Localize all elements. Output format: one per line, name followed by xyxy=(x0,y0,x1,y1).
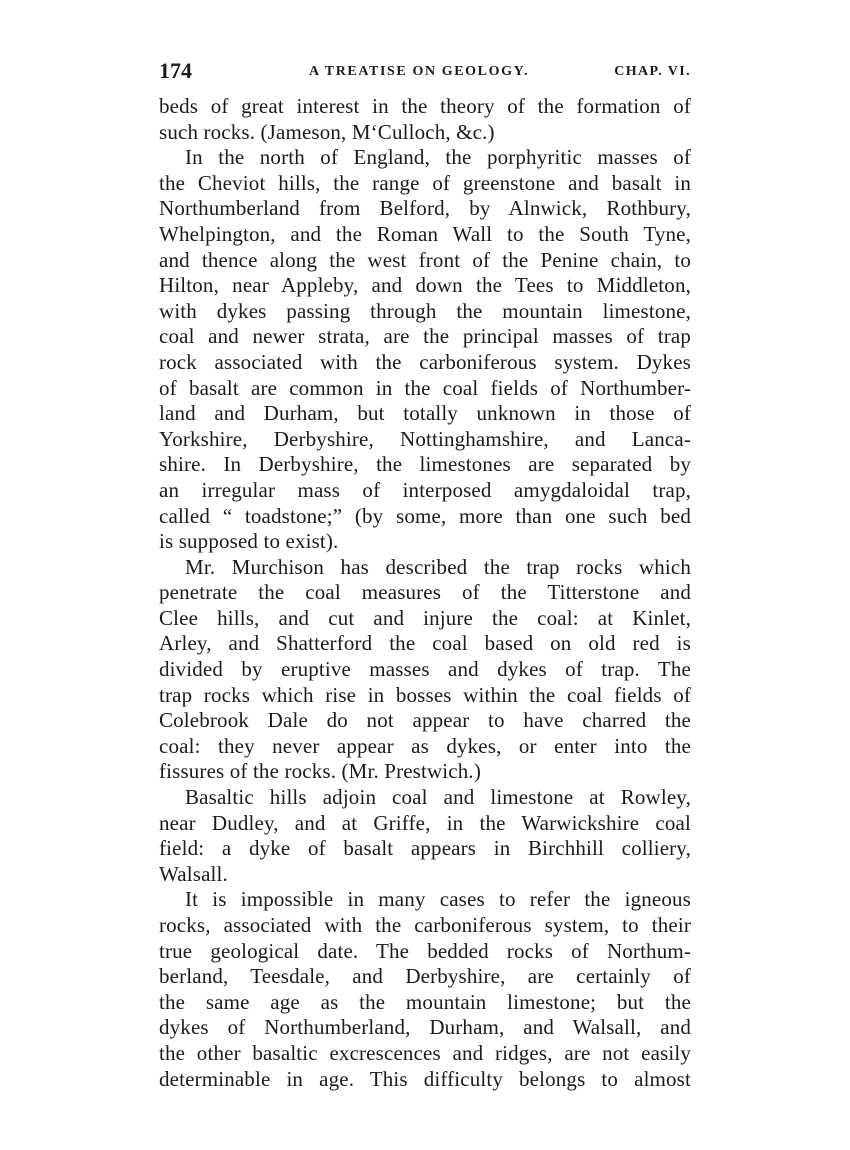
text-line: fissures of the rocks. (Mr. Prestwich.) xyxy=(159,759,481,784)
text-line: of basalt are common in the coal fields of Northumber- xyxy=(159,375,691,400)
text-line: beds of great interest in the theory of the formation of xyxy=(159,94,691,118)
text-line: It is impossible in many cases to refer the igneous xyxy=(185,887,691,912)
text-line: Basaltic hills adjoin coal and limestone at Rowley, xyxy=(185,785,691,810)
text-line: coal: they never appear as dykes, or enter into the xyxy=(159,733,691,758)
running-title: A TREATISE ON GEOLOGY. xyxy=(309,64,530,79)
text-line: coal and newer strata, are the principal masses of trap xyxy=(159,324,691,349)
text-line: In the north of England, the porphyritic masses of xyxy=(185,145,691,170)
text-line: shire. In Derbyshire, the limestones are separated by xyxy=(159,452,691,477)
text-line: an irregular mass of interposed amygdaloidal trap, xyxy=(159,477,691,502)
text-line: field: a dyke of basalt appears in Birchhill colliery, xyxy=(159,836,691,861)
text-line: divided by eruptive masses and dykes of trap. The xyxy=(159,657,691,682)
text-line: determinable in age. This difficulty belongs to almost xyxy=(159,1066,691,1091)
text-line: Colebrook Dale do not appear to have charred the xyxy=(159,708,691,733)
text-line: rocks, associated with the carboniferous system, to their xyxy=(159,913,691,937)
text-line: is supposed to exist). xyxy=(159,529,339,554)
text-line: Whelpington, and the Roman Wall to the South Tyne, xyxy=(159,221,691,246)
text-line: Clee hills, and cut and injure the coal: at Kinlet, xyxy=(159,605,691,630)
text-line: dykes of Northumberland, Durham, and Walsall, and xyxy=(159,1015,691,1040)
text-line: the same age as the mountain limestone; but the xyxy=(159,989,691,1014)
text-line: with dykes passing through the mountain limestone, xyxy=(159,298,691,323)
body-text xyxy=(159,94,691,1092)
text-line: Arley, and Shatterford the coal based on old red is xyxy=(159,631,691,656)
text-line: Northumberland from Belford, by Alnwick, Rothbury, xyxy=(159,196,691,221)
text-line: Yorkshire, Derbyshire, Nottinghamshire, and Lanca- xyxy=(159,426,691,451)
book-page xyxy=(159,58,691,1092)
running-head xyxy=(159,58,691,88)
text-line: penetrate the coal measures of the Titterstone and xyxy=(159,580,691,605)
text-line: rock associated with the carboniferous system. Dykes xyxy=(159,349,691,374)
text-line: the other basaltic excrescences and ridges, are not easily xyxy=(159,1040,691,1065)
text-line: trap rocks which rise in bosses within the coal fields of xyxy=(159,682,691,707)
text-line: berland, Teesdale, and Derbyshire, are certainly of xyxy=(159,964,691,989)
text-line: Hilton, near Appleby, and down the Tees to Middleton, xyxy=(159,273,691,298)
text-line: such rocks. (Jameson, M‘Culloch, &c.) xyxy=(159,119,495,144)
text-line: near Dudley, and at Griffe, in the Warwickshire coal xyxy=(159,810,691,835)
text-line: Walsall. xyxy=(159,861,228,886)
text-line: land and Durham, but totally unknown in those of xyxy=(159,401,691,426)
text-line: and thence along the west front of the Penine chain, to xyxy=(159,247,691,272)
text-line: Mr. Murchison has described the trap rocks which xyxy=(185,554,691,579)
chapter-label: CHAP. VI. xyxy=(614,64,691,79)
text-line: true geological date. The bedded rocks of Northum- xyxy=(159,938,691,963)
text-line: the Cheviot hills, the range of greenstone and basalt in xyxy=(159,170,691,195)
page-number: 174 xyxy=(159,58,192,83)
text-line: called “ toadstone;” (by some, more than one such bed xyxy=(159,503,691,528)
